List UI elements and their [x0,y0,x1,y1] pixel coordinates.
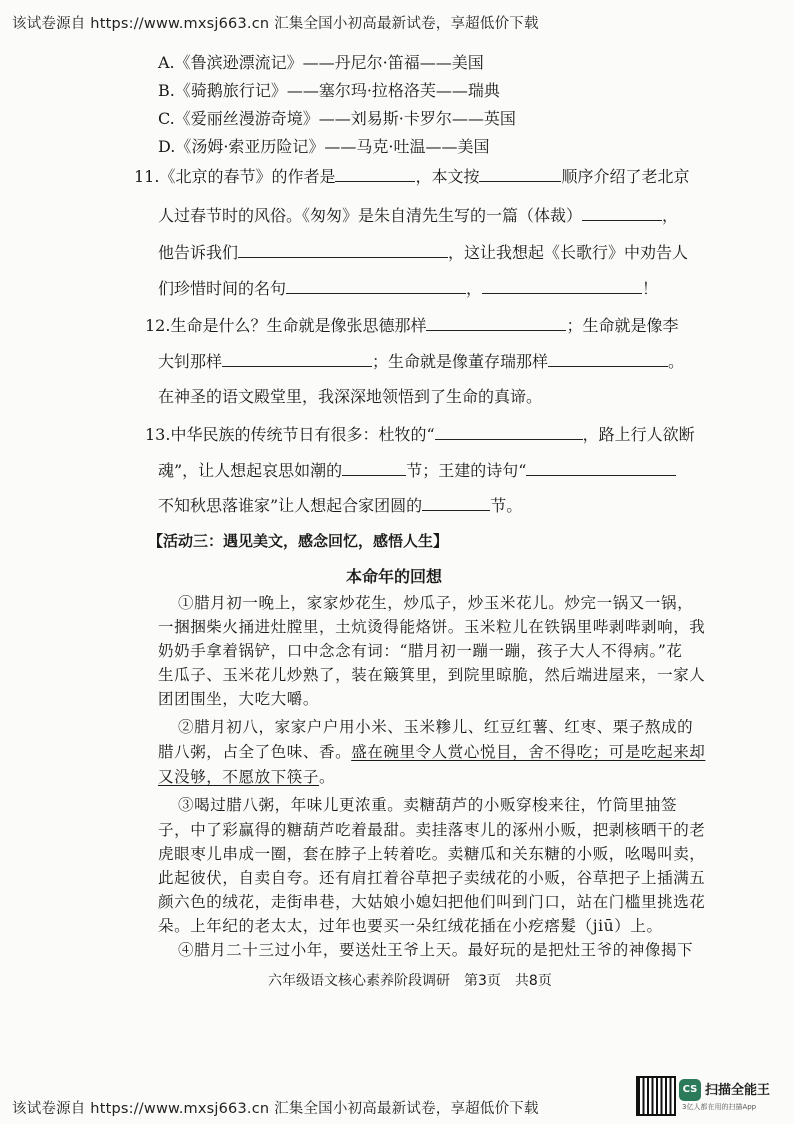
question-11-line1 [134,164,689,187]
camscanner-tagline: 3亿人都在用的扫描App [682,1103,757,1111]
watermark-top: 该试卷源自 https://www.mxsj663.cn 汇集全国小初高最新试卷，享超低价下载 [12,16,539,32]
essay-underlined-sentence-2: 又没够，不愿放下筷子 [158,768,320,786]
q13-blank-festival-1[interactable] [342,460,406,476]
q12-blank-zhang[interactable] [426,315,566,331]
q13-text-1: 13.中华民族的传统节日有很多：杜牧的“ [145,425,435,444]
essay-line-4: 生瓜子、玉米花儿炒熟了，装在簸箕里，到院里晾脆，然后端进屋来，一家人 [158,666,706,684]
essay-line-14: 朵。上年纪的老太太，过年也要买一朵红绒花插在小疙瘩髮（jiū）上。 [158,917,663,935]
question-11-line2 [158,203,678,226]
option-a: A.《鲁滨逊漂流记》——丹尼尔·笛福——美国 [158,53,484,72]
question-12-line3: 在神圣的语文殿堂里，我深深地领悟到了生命的真谛。 [158,387,543,406]
q11-blank-author[interactable] [335,166,415,182]
essay-line-8-end: 。 [319,768,336,786]
essay-line-7-plain: 腊八粥，占全了色味、香。 [158,743,352,761]
q12-text-5: 。 [668,352,685,371]
q13-text-5: 不知秋思落谁家”让人想起合家团圆的 [158,496,423,515]
q13-text-6: 节。 [490,496,523,515]
question-13-line1 [145,422,695,445]
question-13-line3 [158,493,522,516]
q13-text-3: 魂”，让人想起哀思如潮的 [158,461,343,480]
essay-line-8 [158,765,335,787]
q11-text-10: ！ [642,279,659,298]
q13-text-2: ，路上行人欲断 [582,425,695,444]
essay-line-3: 奶奶手拿着锅铲，口中念念有词：“腊月初一蹦一蹦，孩子大人不得病。”花 [158,642,683,660]
q11-text-9: ， [466,279,483,298]
option-c: C.《爱丽丝漫游奇境》——刘易斯·卡罗尔——英国 [158,109,516,128]
essay-line-10: 子，中了彩赢得的糖葫芦吃着最甜。卖挂落枣儿的涿州小贩，把剥核晒干的老 [158,821,706,839]
q11-text-2: ，本文按 [415,167,480,186]
essay-title: 本命年的回想 [346,567,443,586]
q11-text-4: 人过春节时的风俗。《匆匆》是朱自清先生写的一篇（体裁） [158,206,583,225]
q13-blank-poem-2[interactable] [526,460,676,476]
question-12-line1 [145,313,678,336]
q12-text-3: 大钊那样 [158,352,223,371]
essay-line-9: ③喝过腊八粥，年味儿更浓重。卖糖葫芦的小贩穿梭来往，竹筒里抽签 [178,796,678,814]
q13-text-4: 节；王建的诗句“ [406,461,527,480]
question-11-line4 [158,276,658,299]
camscanner-logo: CS [679,1079,701,1101]
page-footer: 六年级语文核心素养阶段调研 第3页 共8页 [268,973,552,989]
q12-text-2: ；生命就是像李 [566,316,679,335]
q11-text-7: ，这让我想起《长歌行》中劝告人 [448,243,689,262]
essay-line-7 [158,740,705,762]
essay-line-5: 团团围坐，大吃大嚼。 [158,690,320,708]
camscanner-name: 扫描全能王 [705,1083,771,1098]
q11-blank-quote-1[interactable] [286,278,466,294]
question-12-line2 [158,349,684,372]
question-11-line3 [158,240,688,263]
essay-underlined-sentence-1: 盛在碗里令人赏心悦目，舍不得吃；可是吃起来却 [351,743,706,761]
q13-blank-festival-2[interactable] [422,495,490,511]
essay-line-2: 一捆捆柴火捅进灶膛里，土炕烫得能烙饼。玉米粒儿在铁锅里哔剥哔剥响，我 [158,618,706,636]
essay-line-13: 颜六色的绒花，走街串巷，大姑娘小媳妇把他们叫到门口，站在门槛里挑选花 [158,893,706,911]
q11-text-8: 们珍惜时间的名句 [158,279,287,298]
essay-line-6: ②腊月初八，家家户户用小米、玉米糁儿、红豆红薯、红枣、栗子熬成的 [178,718,694,736]
q11-text-1: 11.《北京的春节》的作者是 [134,167,336,186]
q11-text-6: 他告诉我们 [158,243,239,262]
q11-text-3: 顺序介绍了老北京 [561,167,690,186]
q11-text-5: ， [662,206,679,225]
q12-text-4: ；生命就是像董存瑞那样 [372,352,549,371]
qr-code-icon [636,1076,676,1116]
essay-line-1: ①腊月初一晚上，家家炒花生，炒瓜子，炒玉米花儿。炒完一锅又一锅， [178,594,694,612]
q12-blank-dong[interactable] [548,351,668,367]
essay-line-15: ④腊月二十三过小年，要送灶王爷上天。最好玩的是把灶王爷的神像揭下 [178,941,694,959]
option-d: D.《汤姆·索亚历险记》——马克·吐温——美国 [158,137,490,156]
q11-blank-message[interactable] [238,242,448,258]
watermark-bottom: 该试卷源自 https://www.mxsj663.cn 汇集全国小初高最新试卷，享超低价下载 [12,1101,539,1117]
q12-blank-li[interactable] [222,351,372,367]
option-b: B.《骑鹅旅行记》——塞尔玛·拉格洛芙——瑞典 [158,81,500,100]
question-13-line2 [158,458,676,481]
q13-blank-poem[interactable] [435,424,583,440]
essay-line-12: 此起彼伏，自卖自夸。还有肩扛着谷草把子卖绒花的小贩，谷草把子上插满五 [158,869,706,887]
activity-heading: 【活动三：遇见美文，感念回忆，感悟人生】 [148,532,449,550]
essay-line-11: 虎眼枣儿串成一圈，套在脖子上转着吃。卖糖瓜和关东糖的小贩，吆喝叫卖， [158,845,706,863]
q12-text-1: 12.生命是什么？生命就是像张思德那样 [145,316,427,335]
q11-blank-order[interactable] [479,166,561,182]
q11-blank-genre[interactable] [582,205,662,221]
q11-blank-quote-2[interactable] [482,278,642,294]
